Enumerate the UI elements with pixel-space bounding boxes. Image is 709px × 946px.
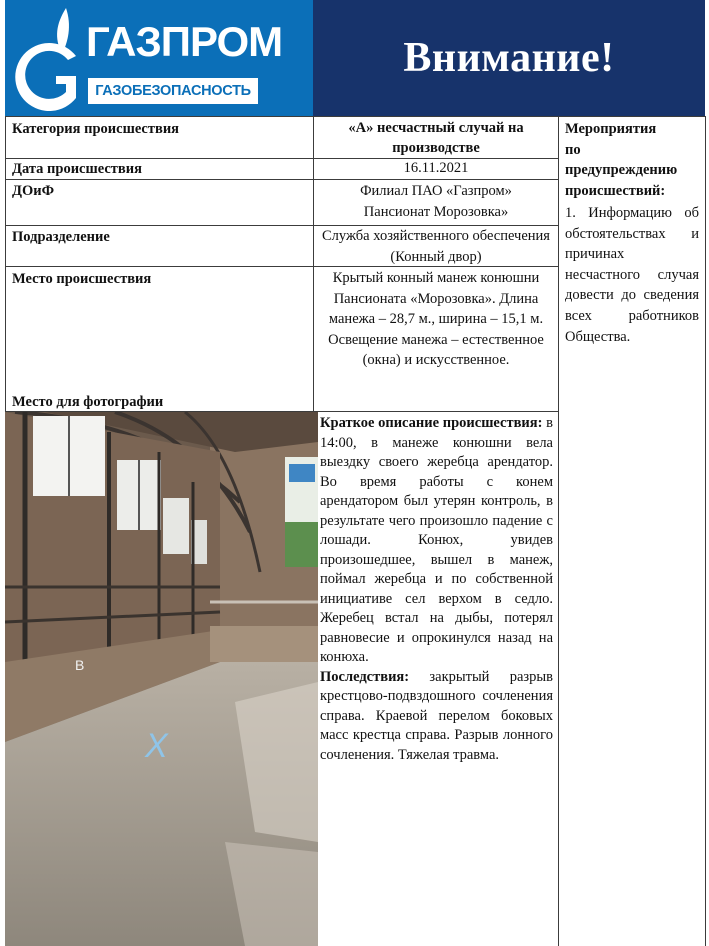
logo-wordmark: ГАЗПРОМ — [86, 18, 283, 65]
date-value: 16.11.2021 — [403, 160, 469, 176]
category-value: «А» несчастный случай на производстве — [348, 120, 524, 156]
photo-label: Место для фотографии — [12, 394, 164, 410]
table-border-top — [5, 116, 705, 117]
place-label: Место происшествия — [12, 271, 152, 287]
donf-label: ДОиФ — [12, 183, 55, 199]
logo-subtitle: ГАЗОБЕЗОПАСНОСТЬ — [88, 78, 258, 104]
place-value: Крытый конный манеж конюшни Пансионата «Морозовка». Длина манежа – 28,7 м., ширина – 15,1 м. Освещение манежа – естественное (окна) и искусственное. — [328, 270, 544, 369]
measures-heading: Мероприятия по предупреждению происшествий: — [565, 121, 678, 199]
division-label: Подразделение — [12, 229, 110, 245]
category-label: Категория происшествия — [12, 121, 180, 137]
page-title: Внимание! — [403, 35, 615, 81]
consequences-heading: Последствия: — [320, 668, 410, 685]
gazprom-flame-logo-icon — [10, 2, 88, 112]
consequences-text: закрытый разрыв крестцово-подвздошного сочленения справа. Краевой перелом боковых масс крестца справа. Разрыв лонного сочленения. Тяжелая травма. — [320, 668, 553, 763]
measures-item: 1. Информацию об обстоятельствах и причинах несчастного случая довести до сведения всех работников Общества. — [565, 205, 699, 345]
incident-description — [320, 414, 553, 765]
table-border-right — [705, 116, 706, 946]
column-divider — [558, 116, 559, 946]
division-value: Служба хозяйственного обеспечения (Конный двор) — [322, 228, 550, 265]
table-border-left — [5, 116, 6, 412]
date-label: Дата происшествия — [12, 161, 142, 177]
donf-value: Филиал ПАО «Газпром» Пансионат Морозовка» — [360, 183, 512, 220]
description-heading: Краткое описание происшествия: — [320, 415, 543, 431]
row-divider — [5, 179, 558, 180]
arena-letter-sign: В — [75, 657, 85, 673]
incident-site-photo — [5, 412, 318, 946]
incident-marker-icon: X — [145, 727, 168, 765]
description-text: в 14:00, в манеже конюшни вела выездку своего жеребца арендатор. Во время работы с конем арендатором был утерян контроль, в результате чего произошло падение с лошади. Конюх, увидев произошедшее, вышел в манеж, поймал жеребца и по собственной инициативе сел верхом в седло. Жеребец встал на дыбы, потерял равновесие и опрокинулся назад на конюха. — [320, 415, 553, 665]
